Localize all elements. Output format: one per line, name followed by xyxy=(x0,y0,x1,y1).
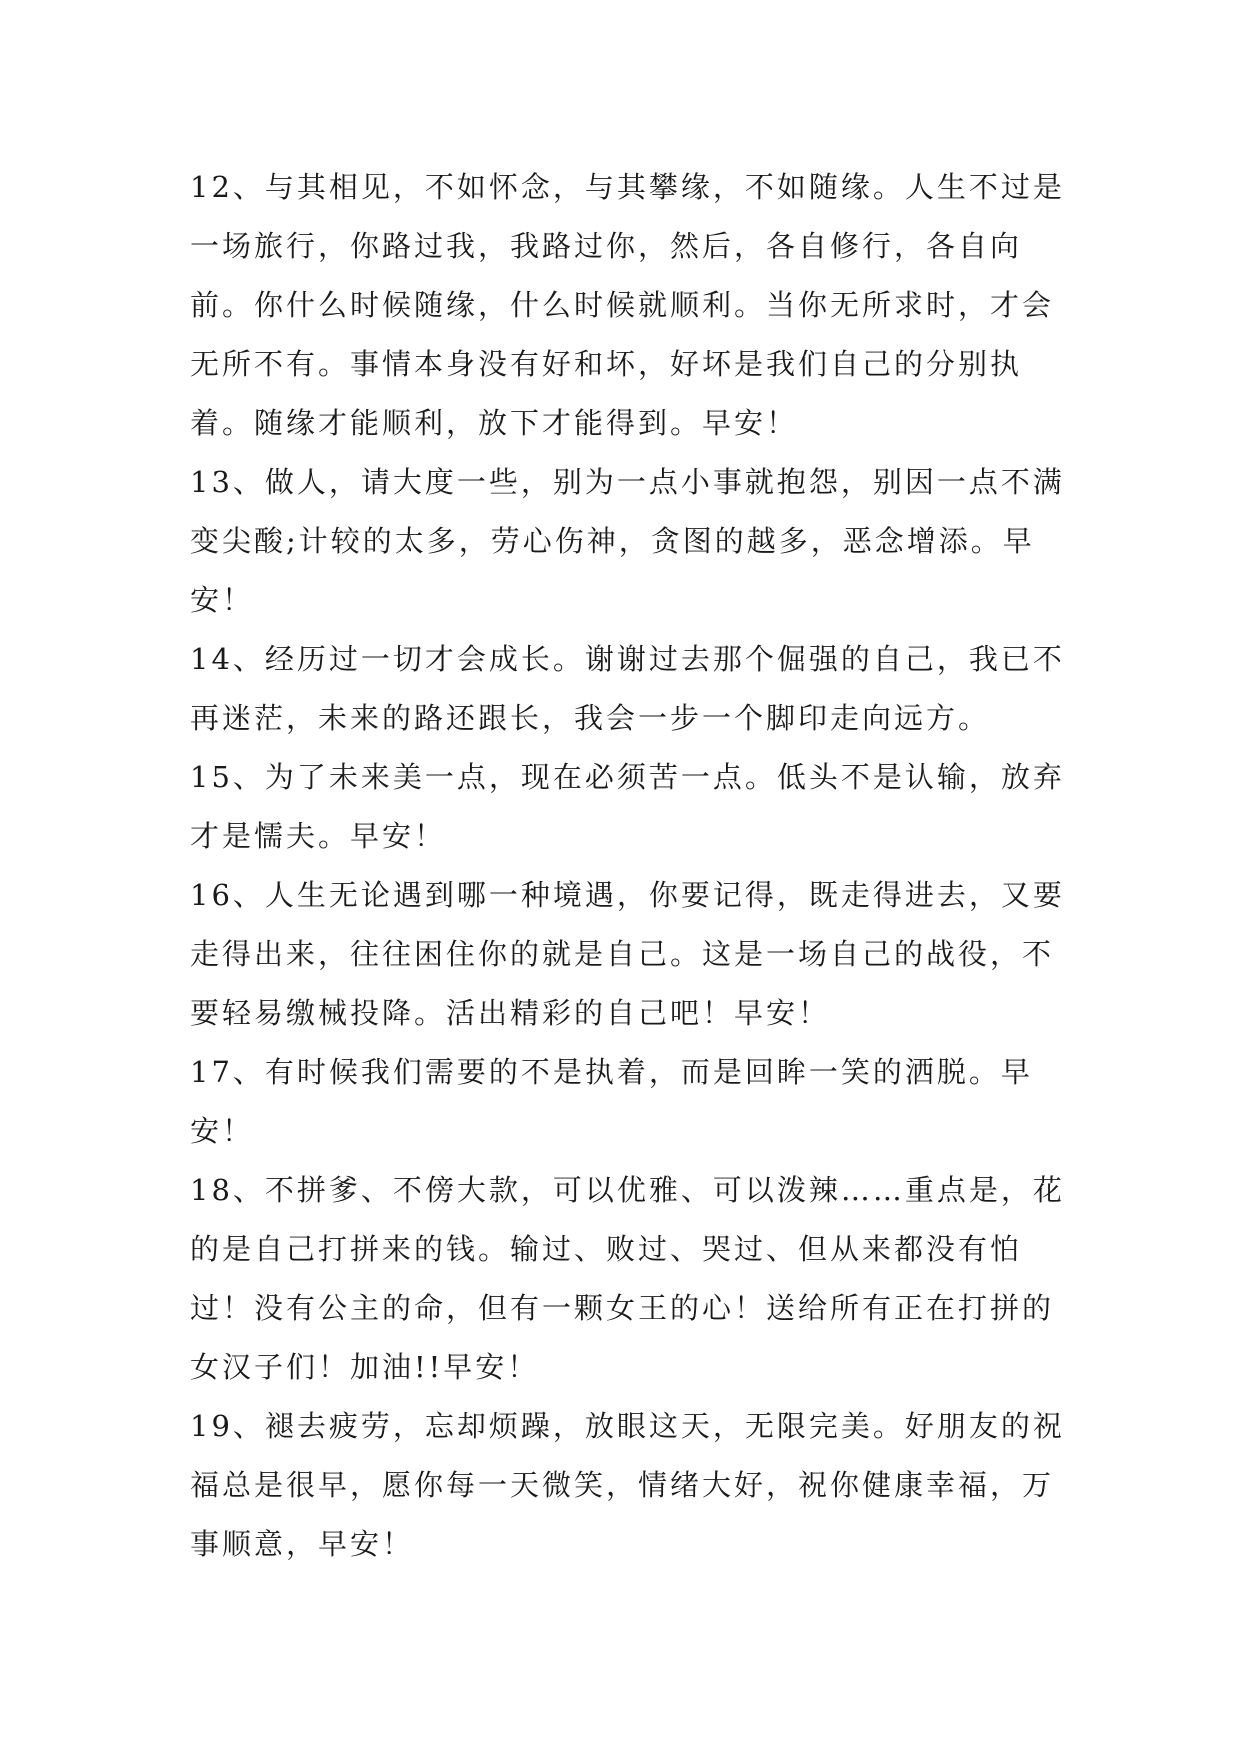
document-body xyxy=(190,158,1070,1574)
paragraph-15: 15、为了未来美一点，现在必须苦一点。低头不是认输，放弃才是懦夫。早安！ xyxy=(190,760,1065,853)
paragraph-14: 14、经历过一切才会成长。谢谢过去那个倔强的自己，我已不再迷茫，未来的路还跟长，我会一步一个脚印走向远方。 xyxy=(190,642,1065,735)
paragraph-16: 16、人生无论遇到哪一种境遇，你要记得，既走得进去，又要走得出来，往往困住你的就是自己。这是一场自己的战役，不要轻易缴械投降。活出精彩的自己吧！早安！ xyxy=(190,878,1065,1030)
paragraph-18: 18、不拼爹、不傍大款，可以优雅、可以泼辣……重点是，花的是自己打拼来的钱。输过、败过、哭过、但从来都没有怕过！没有公主的命，但有一颗女王的心！送给所有正在打拼的女汉子们！加油!!早安！ xyxy=(190,1173,1065,1384)
paragraph-19: 19、褪去疲劳，忘却烦躁，放眼这天，无限完美。好朋友的祝福总是很早，愿你每一天微笑，情绪大好，祝你健康幸福，万事顺意，早安！ xyxy=(190,1409,1065,1561)
paragraph-13: 13、做人，请大度一些，别为一点小事就抱怨，别因一点不满变尖酸;计较的太多，劳心伤神，贪图的越多，恶念增添。早安！ xyxy=(190,465,1065,617)
paragraph-12: 12、与其相见，不如怀念，与其攀缘，不如随缘。人生不过是一场旅行，你路过我，我路过你，然后，各自修行，各自向前。你什么时候随缘，什么时候就顺利。当你无所求时，才会无所不有。事情本身没有好和坏，好坏是我们自己的分别执着。随缘才能顺利，放下才能得到。早安！ xyxy=(190,170,1065,440)
paragraph-17: 17、有时候我们需要的不是执着，而是回眸一笑的洒脱。早安！ xyxy=(190,1055,1033,1148)
